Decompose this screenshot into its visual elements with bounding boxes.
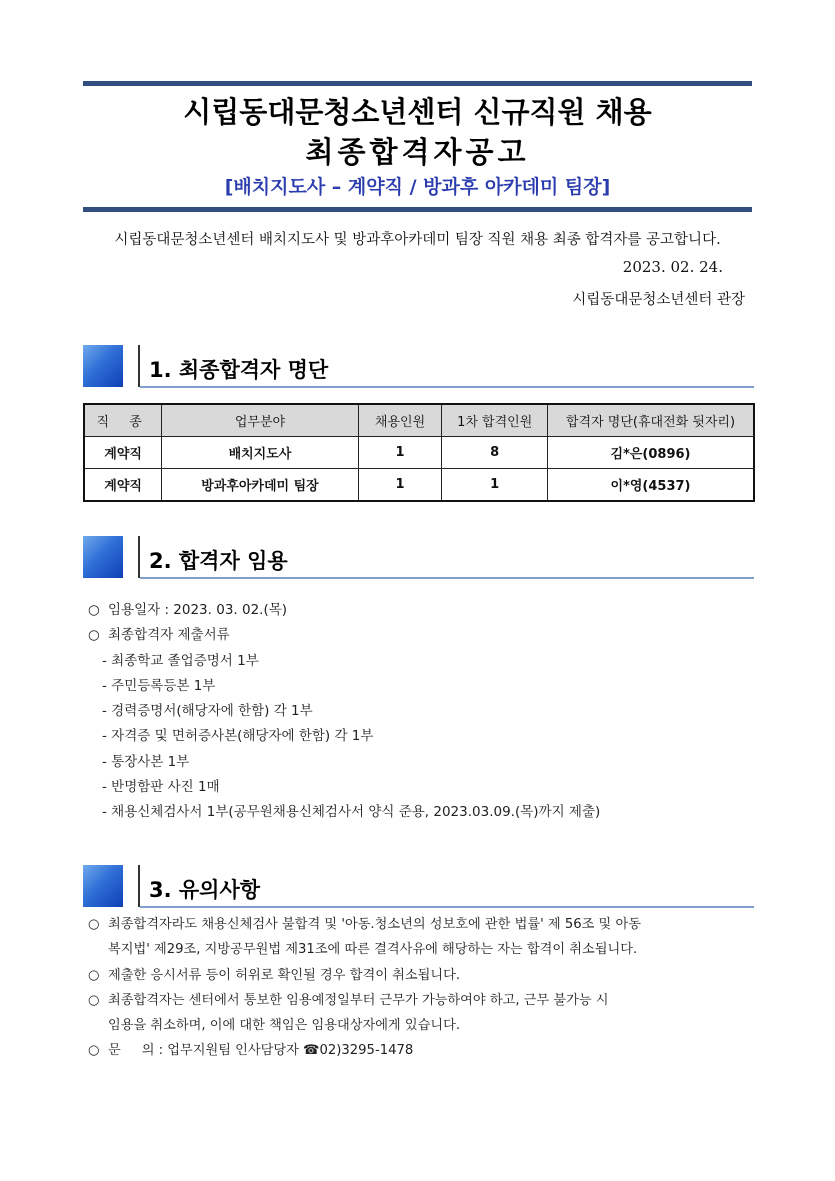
document-item: - 채용신체검사서 1부(공무원채용신체검사서 양식 준용, 2023.03.09.(목)까지 제출)	[102, 804, 601, 821]
appointment-date: 임용일자 : 2023. 03. 02.(목)	[108, 602, 288, 618]
column-header: 업무분야	[162, 404, 358, 437]
section3-underline	[140, 906, 754, 908]
document-item: - 자격증 및 면허증사본(해당자에 한함) 각 1부	[102, 728, 374, 745]
list-item	[88, 598, 758, 623]
section3-divider	[138, 865, 140, 907]
note-item	[88, 1038, 758, 1063]
section2-title: 2. 합격자 임용	[149, 549, 288, 573]
header-bottom-rule	[83, 207, 752, 212]
section1-divider	[138, 345, 140, 387]
section1-title: 1. 최종합격자 명단	[149, 358, 329, 382]
column-header: 채용인원	[358, 404, 442, 437]
appointment-list	[88, 598, 758, 826]
documents-heading: 최종합격자 제출서류	[108, 627, 230, 644]
note-text: 최종합격자라도 채용신체검사 불합격 및 '아동.청소년의 성보호에 관한 법률' 제 56조 및 아동	[108, 917, 641, 932]
section1-marker	[83, 345, 123, 387]
table-cell: 배치지도사	[162, 437, 358, 469]
column-header: 직 종	[84, 404, 162, 437]
note-item	[88, 912, 758, 937]
note-item	[88, 963, 758, 988]
note-text: 제출한 응시서류 등이 허위로 확인될 경우 합격이 취소됩니다.	[108, 967, 461, 983]
table-header-row	[84, 404, 754, 437]
document-item: - 최종학교 졸업증명서 1부	[102, 652, 259, 669]
section3-title: 3. 유의사항	[149, 878, 261, 902]
contact-info: 문 의 : 업무지원팀 인사담당자 ☎02)3295-1478	[108, 1043, 414, 1059]
section2-underline	[140, 577, 754, 579]
section1-underline	[140, 386, 754, 388]
document-item: - 경력증명서(해당자에 한함) 각 1부	[102, 703, 313, 720]
section2-marker	[83, 536, 123, 578]
bullet: ○	[88, 627, 100, 644]
table-cell: 1	[358, 469, 442, 502]
document-item: - 반명함판 사진 1매	[102, 779, 220, 796]
bullet: ○	[88, 602, 100, 618]
note-continuation: 복지법' 제29조, 지방공무원법 제31조에 따른 결격사유에 해당하는 자는 합격이 취소됩니다.	[108, 942, 638, 958]
bullet: ○	[88, 1043, 100, 1059]
bullet: ○	[88, 917, 100, 932]
column-header: 1차 합격인원	[442, 404, 548, 437]
note-text: 최종합격자는 센터에서 통보한 임용예정일부터 근무가 가능하여야 하고, 근무 불가능 시	[108, 992, 609, 1008]
section3-marker	[83, 865, 123, 907]
intro-text: 시립동대문청소년센터 배치지도사 및 방과후아카데미 팀장 직원 채용 최종 합격자를 공고합니다.	[114, 232, 721, 248]
final-hires-table	[83, 403, 755, 502]
table-cell: 계약직	[84, 437, 162, 469]
table-cell: 8	[442, 437, 548, 469]
announcement-date: 2023. 02. 24.	[622, 258, 723, 276]
table-row	[84, 437, 754, 469]
notes-list	[88, 912, 758, 1064]
page-title-line2: 최종합격자공고	[305, 135, 530, 169]
column-header: 합격자 명단(휴대전화 뒷자리)	[548, 404, 754, 437]
top-rule	[83, 81, 752, 86]
bullet: ○	[88, 967, 100, 983]
section2-divider	[138, 536, 140, 578]
note-continuation: 임용을 취소하며, 이에 대한 책임은 임용대상자에게 있습니다.	[108, 1018, 461, 1034]
page-subtitle: [배치지도사 – 계약직 / 방과후 아카데미 팀장]	[224, 176, 611, 198]
bullet: ○	[88, 992, 100, 1008]
document-item: - 주민등록등본 1부	[102, 677, 216, 694]
list-item	[88, 623, 758, 648]
table-cell: 김*은(0896)	[548, 437, 754, 469]
table-cell: 방과후아카데미 팀장	[162, 469, 358, 502]
table-cell: 이*영(4537)	[548, 469, 754, 502]
table-cell: 1	[442, 469, 548, 502]
table-row	[84, 469, 754, 502]
page-title: 시립동대문청소년센터 신규직원 채용	[183, 95, 652, 129]
table-cell: 1	[358, 437, 442, 469]
issuer: 시립동대문청소년센터 관장	[572, 292, 745, 308]
note-item	[88, 988, 758, 1013]
document-item: - 통장사본 1부	[102, 753, 190, 770]
table-cell: 계약직	[84, 469, 162, 502]
